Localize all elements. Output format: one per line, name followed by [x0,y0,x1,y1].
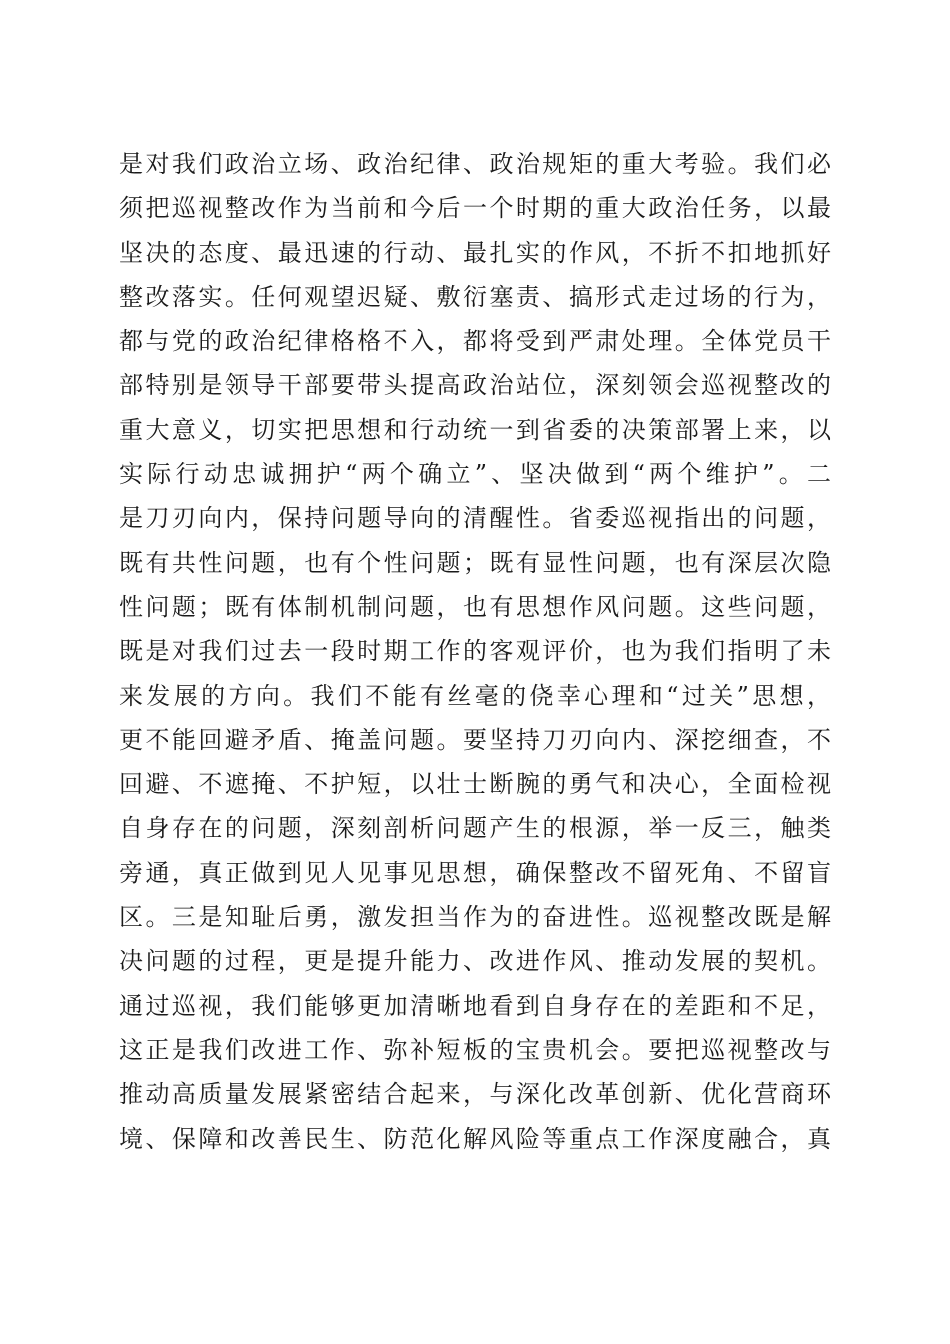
text-line: 是对我们政治立场、政治纪律、政治规矩的重大考验。我们必 [119,150,831,178]
text-line: 坚决的态度、最迅速的行动、最扎实的作风，不折不扣地抓好 [119,238,831,267]
text-line: 决问题的过程，更是提升能力、改进作风、推动发展的契机。 [119,947,831,976]
text-line: 这正是我们改进工作、弥补短板的宝贵机会。要把巡视整改与 [119,1035,831,1064]
text-line: 推动高质量发展紧密结合起来，与深化改革创新、优化营商环 [119,1080,831,1109]
body-paragraph [119,142,831,1161]
text-line: 是刀刃向内，保持问题导向的清醒性。省委巡视指出的问题， [119,504,831,533]
text-line: 通过巡视，我们能够更加清晰地看到自身存在的差距和不足， [119,991,831,1020]
text-line: 都与党的政治纪律格格不入，都将受到严肃处理。全体党员干 [119,327,831,356]
text-line: 既有共性问题，也有个性问题；既有显性问题，也有深层次隐 [119,548,831,577]
text-line: 重大意义，切实把思想和行动统一到省委的决策部署上来，以 [119,415,831,444]
text-line: 整改落实。任何观望迟疑、敷衍塞责、搞形式走过场的行为， [119,282,831,311]
text-line: 部特别是领导干部要带头提高政治站位，深刻领会巡视整改的 [119,371,831,400]
text-line: 来发展的方向。我们不能有丝毫的侥幸心理和“过关”思想， [119,681,831,710]
text-line: 实际行动忠诚拥护“两个确立”、坚决做到“两个维护”。二 [119,460,831,489]
text-line: 境、保障和改善民生、防范化解风险等重点工作深度融合，真 [119,1124,831,1153]
text-line: 既是对我们过去一段时期工作的客观评价，也为我们指明了未 [119,637,831,666]
text-line: 回避、不遮掩、不护短，以壮士断腕的勇气和决心，全面检视 [119,770,831,799]
text-line: 自身存在的问题，深刻剖析问题产生的根源，举一反三，触类 [119,814,831,843]
text-line: 旁通，真正做到见人见事见思想，确保整改不留死角、不留盲 [119,858,831,887]
text-line: 区。三是知耻后勇，激发担当作为的奋进性。巡视整改既是解 [119,903,831,932]
text-line: 须把巡视整改作为当前和今后一个时期的重大政治任务，以最 [119,194,831,223]
text-line: 更不能回避矛盾、掩盖问题。要坚持刀刃向内、深挖细查，不 [119,725,831,754]
text-line: 性问题；既有体制机制问题，也有思想作风问题。这些问题， [119,592,831,621]
